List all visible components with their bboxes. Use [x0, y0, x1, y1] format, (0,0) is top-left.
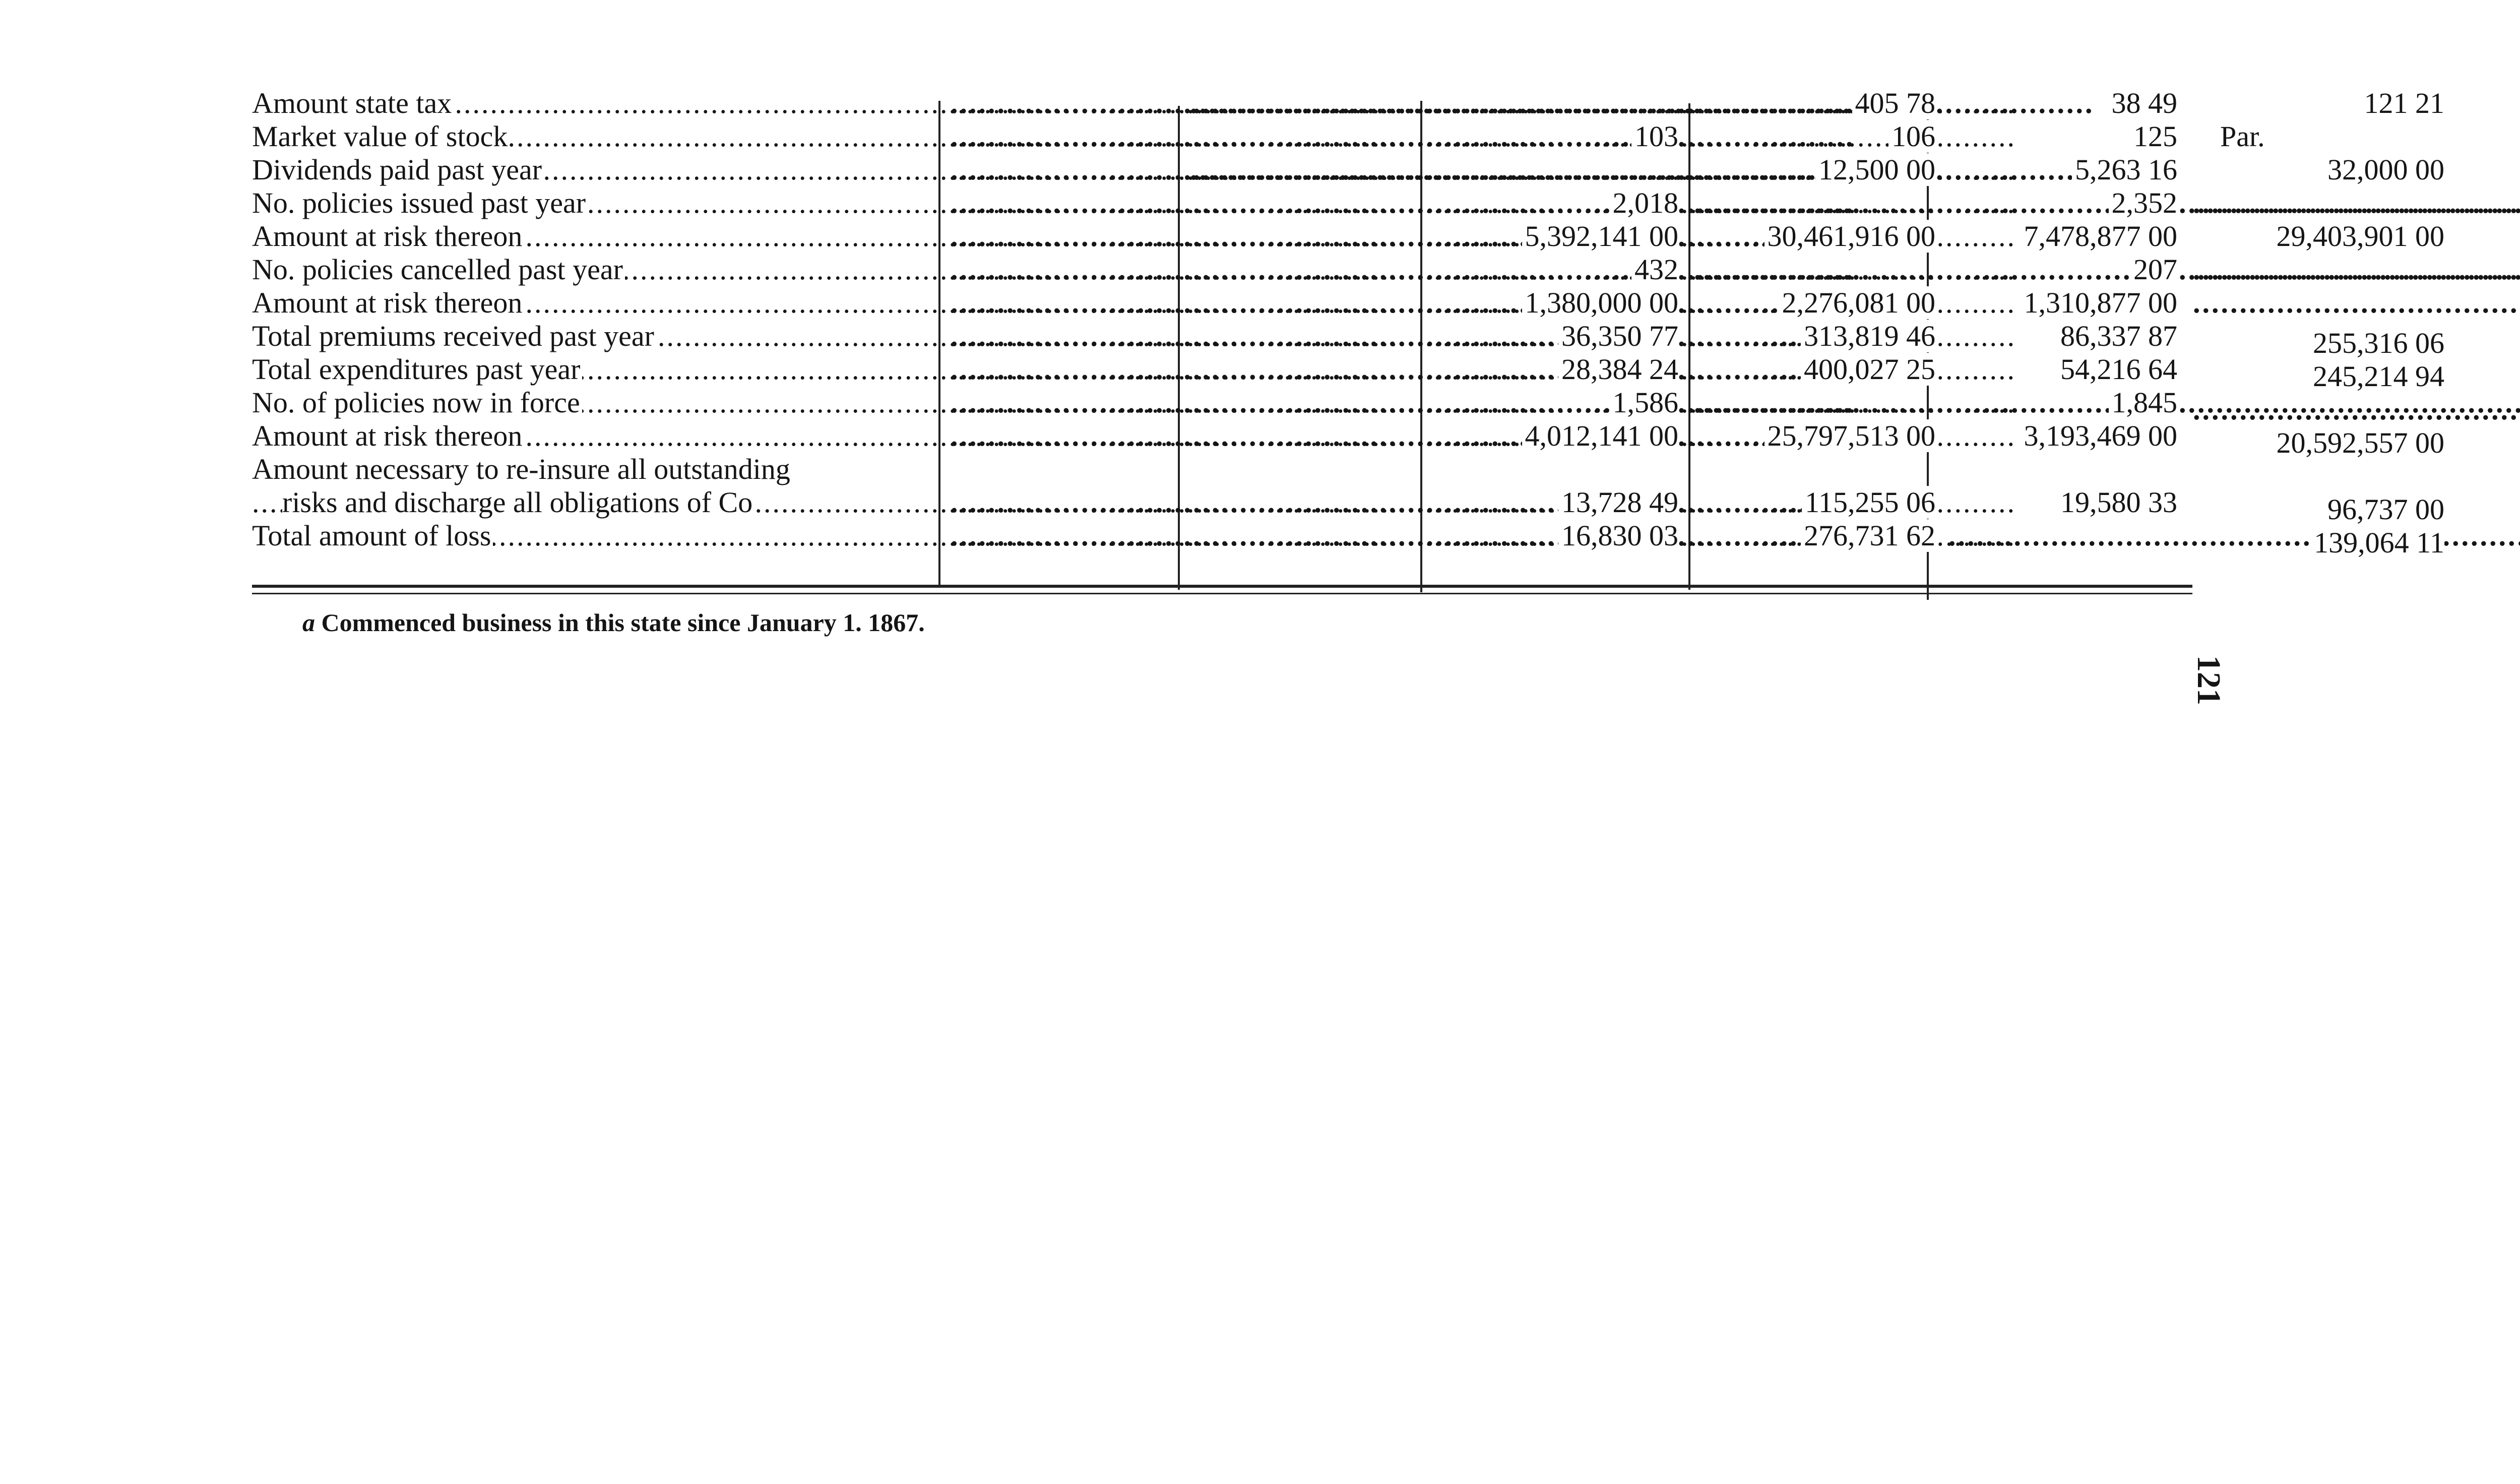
row-label: No. policies cancelled past year ..... [252, 253, 938, 286]
column-3-leader [1691, 187, 1935, 220]
row-label: Total expenditures past year ..... [252, 353, 938, 386]
column-5-leader [2190, 253, 2444, 286]
table-row-policies-in-force [252, 386, 2202, 419]
table-row-amount-at-risk-issued [252, 220, 2444, 253]
row-label: Market value of stock ..... [252, 120, 938, 153]
column-2-value: 36,350 77 [1187, 320, 1678, 353]
table-row-market-value [252, 120, 2265, 153]
column-2-value: 103 [1187, 120, 1678, 153]
column-4-value: 2,352 [1945, 187, 2177, 220]
footnote-text: Commenced business in this state since January 1. 1867. [321, 608, 925, 637]
column-5-value: 96,737 00 [2190, 493, 2444, 526]
column-4-value: 19,580 33 [1945, 486, 2177, 519]
column-3-value: 115,255 06 [1691, 486, 1935, 519]
column-4-value: 1,310,877 00 [1945, 286, 2177, 320]
column-1-leader [948, 220, 1174, 253]
table-row-policies-cancelled [252, 253, 2202, 286]
column-4-value: 5,263 16 [1945, 153, 2177, 187]
column-4-value: 86,337 87 [1945, 320, 2177, 353]
table-row-total-loss [252, 519, 2444, 559]
column-3-value: 400,027 25 [1691, 353, 1935, 386]
column-5-value: 139,064 11 [2190, 526, 2444, 560]
column-4-value: 1,845 [1945, 386, 2177, 419]
column-1-leader [948, 519, 1174, 552]
column-5-value: 245,214 94 [2190, 360, 2444, 393]
row-label: No. policies issued past year ..... [252, 187, 938, 220]
table-row-premiums [252, 320, 2444, 359]
column-2-leader [1187, 87, 1678, 120]
column-1-leader [948, 419, 1174, 453]
column-1-leader [948, 286, 1174, 320]
column-1-leader [948, 320, 1174, 353]
column-2-value: 2,018 [1187, 187, 1678, 220]
column-3-value: 12,500 00 [1691, 153, 1935, 187]
row-label: Total premiums received past year ..... [252, 320, 938, 353]
page-number: 121 [2190, 655, 2227, 705]
table-row-policies-issued [252, 187, 2202, 220]
column-3-leader [1691, 386, 1935, 419]
column-4-value: 207 [1945, 253, 2177, 286]
column-1-leader [948, 486, 1174, 519]
column-4-value: 38 49 [1945, 87, 2177, 120]
row-label: Amount at risk thereon ..... [252, 220, 938, 253]
column-2-value: 1,586 [1187, 386, 1678, 419]
column-3-value: 30,461,916 00 [1691, 220, 1935, 253]
column-2-value: 4,012,141 00 [1187, 419, 1678, 453]
column-4-value: 3,193,469 00 [1945, 419, 2177, 453]
table-row-reinsure-heading [252, 453, 2202, 486]
column-5-value: Par. [2190, 120, 2444, 153]
column-5-leader [2190, 393, 2444, 426]
column-4-value: 7,478,877 00 [1945, 220, 2177, 253]
column-5-value: 29,403,901 00 [2190, 220, 2444, 253]
column-5-leader [2190, 187, 2444, 220]
row-label: Amount state tax ..... [252, 87, 938, 120]
column-2-leader [1187, 153, 1678, 187]
column-3-value: 2,276,081 00 [1691, 286, 1935, 320]
table-row-amount-at-risk-in-force [252, 419, 2444, 459]
row-label: No. of policies now in force ..... [252, 386, 938, 419]
table-row-reinsure [252, 486, 2444, 526]
column-3-value: 25,797,513 00 [1691, 419, 1935, 453]
column-2-value: 16,830 03 [1187, 519, 1678, 552]
column-3-value: 276,731 62 [1691, 519, 1935, 552]
column-2-value: 28,384 24 [1187, 353, 1678, 386]
table-bottom-rule-thin [252, 593, 2192, 594]
table-bottom-rule-thick [252, 585, 2192, 588]
column-4-value: 125 [1945, 120, 2177, 153]
column-1-leader [948, 87, 1174, 120]
footnote [302, 607, 925, 638]
column-1-leader [948, 253, 1174, 286]
column-5-value: 121 21 [2190, 87, 2444, 120]
column-5-value: 255,316 06 [2190, 327, 2444, 360]
row-label: Amount at risk thereon ..... [252, 286, 938, 320]
column-1-leader [948, 187, 1174, 220]
row-label: Amount necessary to re-insure all outstanding [252, 453, 938, 486]
column-2-value: 13,728 49 [1187, 486, 1678, 519]
row-label: Dividends paid past year ..... [252, 153, 938, 187]
column-4-value: 54,216 64 [1945, 353, 2177, 386]
column-2-value: 1,380,000 00 [1187, 286, 1678, 320]
table-row-state-tax [252, 87, 2444, 120]
column-1-leader [948, 153, 1174, 187]
column-2-value: 432 [1187, 253, 1678, 286]
row-label: Amount at risk thereon ..... [252, 419, 938, 453]
column-5-value: 20,592,557 00 [2190, 426, 2444, 460]
column-4-leader [1945, 519, 2177, 552]
column-5-leader [2190, 286, 2444, 320]
column-1-leader [948, 353, 1174, 386]
table-row-amount-at-risk-cancelled [252, 286, 2202, 320]
column-1-leader [948, 120, 1174, 153]
column-2-value: 5,392,141 00 [1187, 220, 1678, 253]
column-3-value: 106 [1691, 120, 1935, 153]
table-row-expenditures [252, 353, 2444, 393]
table-row-dividends [252, 153, 2444, 187]
column-3-value: 405 78 [1691, 87, 1935, 120]
row-label: risks and discharge all obligations of Co ..... [252, 486, 969, 519]
column-5-value: 32,000 00 [2190, 153, 2444, 187]
row-label: Total amount of loss ..... [252, 519, 938, 552]
column-1-leader [948, 386, 1174, 419]
column-3-value: 313,819 46 [1691, 320, 1935, 353]
column-3-leader [1691, 253, 1935, 286]
footnote-mark: a [302, 608, 315, 637]
